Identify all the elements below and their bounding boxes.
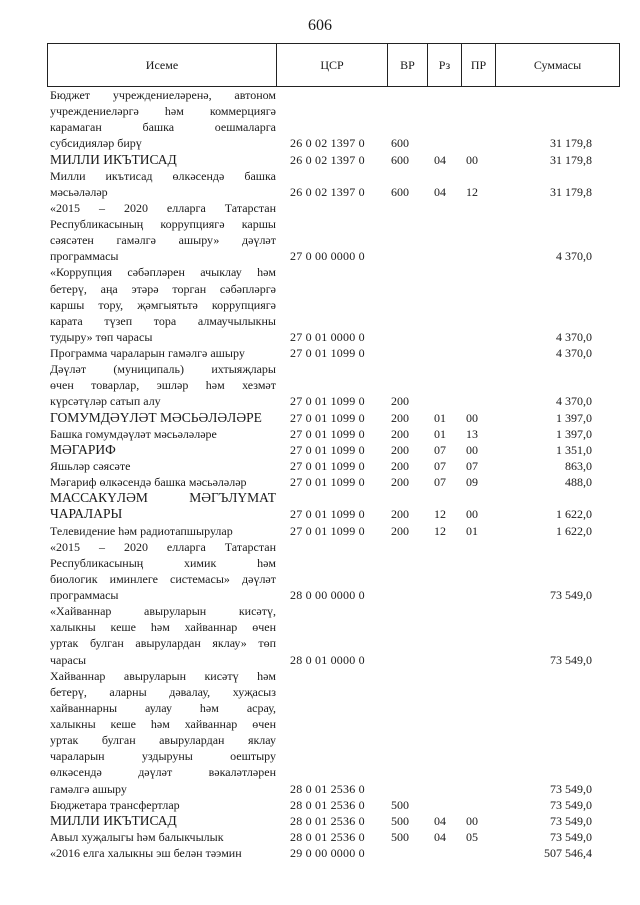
row-name: уртак булган авырулардан яклау» төп — [50, 636, 276, 651]
table-row — [0, 571, 640, 587]
row-csr: 27 0 01 1099 0 — [290, 475, 365, 490]
row-csr: 27 0 01 0000 0 — [290, 329, 365, 344]
row-name: халыкны кеше һәм хайваннар өчен — [50, 717, 276, 732]
row-vr: 200 — [391, 475, 409, 490]
table-row — [0, 619, 640, 635]
table-row — [0, 764, 640, 780]
row-sum: 4 370,0 — [556, 394, 592, 409]
row-csr: 26 0 02 1397 0 — [290, 152, 365, 167]
table-row — [0, 410, 640, 426]
row-pr: 07 — [466, 458, 478, 473]
table-row — [0, 458, 640, 474]
table-row — [0, 781, 640, 797]
table-row — [0, 603, 640, 619]
row-csr: 28 0 01 2536 0 — [290, 781, 365, 796]
row-sum: 73 549,0 — [550, 588, 592, 603]
table-row — [0, 539, 640, 555]
row-csr: 26 0 02 1397 0 — [290, 184, 365, 199]
row-sum: 863,0 — [565, 458, 592, 473]
row-name: МӘГАРИФ — [50, 441, 116, 457]
row-pr: 00 — [466, 813, 478, 828]
row-name: биологик иминлеге системасы» дәүләт — [50, 571, 276, 586]
table-row — [0, 474, 640, 490]
table-row — [0, 555, 640, 571]
table-row — [0, 216, 640, 232]
table-row — [0, 442, 640, 458]
table-row — [0, 490, 640, 506]
row-sum: 1 397,0 — [556, 426, 592, 441]
row-name: бетерү, аларны дәвалау, хуҗасыз — [50, 684, 276, 699]
row-vr: 600 — [391, 184, 409, 199]
row-name: Яшьләр сәясәте — [50, 458, 131, 473]
table-row — [0, 377, 640, 393]
row-rz: 12 — [434, 507, 446, 522]
row-rz: 04 — [434, 184, 446, 199]
row-name: субсидияләр бирү — [50, 136, 142, 151]
row-name: ЧАРАЛАРЫ — [50, 506, 123, 522]
row-csr: 26 0 02 1397 0 — [290, 136, 365, 151]
row-name: Бюджет учреждениеләренә, автоном — [50, 88, 276, 102]
row-rz: 04 — [434, 813, 446, 828]
row-name: «2015 – 2020 елларга Татарстан — [50, 200, 276, 215]
row-sum: 4 370,0 — [556, 329, 592, 344]
row-pr: 00 — [466, 507, 478, 522]
row-vr: 200 — [391, 394, 409, 409]
row-vr: 600 — [391, 136, 409, 151]
row-sum: 31 179,8 — [550, 152, 592, 167]
row-sum: 507 546,4 — [544, 846, 592, 861]
row-name: гамәлгә ашыру — [50, 781, 127, 796]
table-row — [0, 506, 640, 522]
table-row — [0, 668, 640, 684]
row-sum: 4 370,0 — [556, 346, 592, 361]
table-row — [0, 635, 640, 651]
row-name: программасы — [50, 588, 119, 603]
row-vr: 500 — [391, 797, 409, 812]
row-csr: 28 0 01 2536 0 — [290, 829, 365, 844]
row-vr: 600 — [391, 152, 409, 167]
row-name: өлкәсендә дәүләт вәкаләтләрен — [50, 765, 276, 780]
row-sum: 1 351,0 — [556, 442, 592, 457]
row-pr: 00 — [466, 442, 478, 457]
row-name: каршы тору, җәмгыятьтә коррупциягә — [50, 297, 276, 312]
table-row — [0, 732, 640, 748]
row-name: Милли икътисад өлкәсендә башка — [50, 168, 276, 183]
row-vr: 200 — [391, 442, 409, 457]
row-name: Авыл хуҗалыгы һәм балыкчылык — [50, 829, 224, 844]
row-name: Дәүләт (муниципаль) ихтыяҗлары — [50, 362, 276, 377]
row-name: Республикасының химик һәм — [50, 555, 276, 570]
row-name: халыкны кеше һәм хайваннар өчен — [50, 620, 276, 635]
table-row — [0, 523, 640, 539]
row-csr: 28 0 01 2536 0 — [290, 797, 365, 812]
table-row — [0, 297, 640, 313]
row-sum: 31 179,8 — [550, 184, 592, 199]
row-name: МАССАКҮЛӘМ МӘГЪЛҮМАТ — [50, 490, 276, 506]
row-pr: 01 — [466, 523, 478, 538]
row-name: мәсьәләләр — [50, 184, 108, 199]
table-row — [0, 232, 640, 248]
header-rz: Рз — [428, 44, 462, 86]
row-csr: 28 0 01 0000 0 — [290, 652, 365, 667]
row-sum: 488,0 — [565, 475, 592, 490]
row-name: МИЛЛИ ИКЪТИСАД — [50, 812, 177, 828]
row-csr: 29 0 00 0000 0 — [290, 846, 365, 861]
row-name: хайваннарны аулау һәм асрау, — [50, 700, 276, 715]
row-name: уртак булган авырулардан яклау — [50, 733, 276, 748]
table-row — [0, 684, 640, 700]
header-pr: ПР — [462, 44, 496, 86]
row-csr: 27 0 01 1099 0 — [290, 507, 365, 522]
table-row — [0, 829, 640, 845]
row-rz: 07 — [434, 475, 446, 490]
row-name: күрсәтүләр сатып алу — [50, 394, 161, 409]
row-name: «Хайваннар авыруларын кисәтү, — [50, 604, 276, 619]
row-sum: 73 549,0 — [550, 797, 592, 812]
header-sum: Суммасы — [533, 57, 582, 72]
row-sum: 1 622,0 — [556, 507, 592, 522]
row-rz: 12 — [434, 523, 446, 538]
row-csr: 28 0 01 2536 0 — [290, 813, 365, 828]
row-sum: 73 549,0 — [550, 781, 592, 796]
table-row — [0, 813, 640, 829]
table-row — [0, 119, 640, 135]
row-csr: 27 0 01 1099 0 — [290, 394, 365, 409]
table-row — [0, 587, 640, 603]
row-name: тудыру» төп чарасы — [50, 329, 153, 344]
row-rz: 04 — [434, 829, 446, 844]
table-row — [0, 845, 640, 861]
table-row — [0, 652, 640, 668]
page-number: 606 — [308, 17, 332, 34]
row-name: «2015 – 2020 елларга Татарстан — [50, 539, 276, 554]
row-name: Башка гомумдәүләт мәсьәләләре — [50, 426, 217, 441]
table-row — [0, 87, 640, 103]
row-vr: 200 — [391, 523, 409, 538]
row-csr: 27 0 01 1099 0 — [290, 410, 365, 425]
row-name: МИЛЛИ ИКЪТИСАД — [50, 151, 177, 167]
row-name: «2016 елга халыкны эш белән тәэмин — [50, 846, 242, 861]
row-name: чарасы — [50, 652, 87, 667]
row-name: Бюджетара трансфертлар — [50, 797, 180, 812]
table-row — [0, 797, 640, 813]
row-sum: 4 370,0 — [556, 249, 592, 264]
row-pr: 12 — [466, 184, 478, 199]
table-row — [0, 103, 640, 119]
row-sum: 73 549,0 — [550, 829, 592, 844]
row-pr: 05 — [466, 829, 478, 844]
table-row — [0, 361, 640, 377]
row-rz: 01 — [434, 410, 446, 425]
table-row — [0, 329, 640, 345]
row-pr: 00 — [466, 152, 478, 167]
row-sum: 31 179,8 — [550, 136, 592, 151]
table-row — [0, 426, 640, 442]
row-name: программасы — [50, 249, 119, 264]
row-sum: 73 549,0 — [550, 652, 592, 667]
row-name: карамаган башка оешмаларга — [50, 120, 276, 135]
table-row — [0, 716, 640, 732]
row-name: Мәгариф өлкәсендә башка мәсьәләләр — [50, 475, 247, 490]
header-csr: ЦСР — [277, 44, 388, 86]
header-vr: ВР — [388, 44, 428, 86]
row-name: «Коррупция сәбәпләрен ачыклау һәм — [50, 265, 276, 280]
row-vr: 200 — [391, 426, 409, 441]
header-name: Исеме — [48, 44, 277, 86]
row-name: өчен товарлар, эшләр һәм хезмәт — [50, 378, 276, 393]
row-csr: 27 0 01 1099 0 — [290, 458, 365, 473]
row-csr: 27 0 01 1099 0 — [290, 442, 365, 457]
row-pr: 13 — [466, 426, 478, 441]
row-pr: 09 — [466, 475, 478, 490]
row-csr: 28 0 00 0000 0 — [290, 588, 365, 603]
row-name: ГОМУМДӘҮЛӘТ МӘСЬӘЛӘЛӘРЕ — [50, 409, 262, 425]
row-rz: 01 — [434, 426, 446, 441]
table-row — [0, 200, 640, 216]
row-name: Республикасының коррупциягә каршы — [50, 217, 276, 232]
row-name: карата түзеп тора алмаучылыкны — [50, 313, 276, 328]
table-row — [0, 168, 640, 184]
row-csr: 27 0 00 0000 0 — [290, 249, 365, 264]
table-row — [0, 393, 640, 409]
table-row — [0, 345, 640, 361]
row-rz: 07 — [434, 458, 446, 473]
row-name: сәясәтен гамәлгә ашыру» дәүләт — [50, 233, 276, 248]
table-row — [0, 281, 640, 297]
row-csr: 27 0 01 1099 0 — [290, 523, 365, 538]
row-csr: 27 0 01 1099 0 — [290, 426, 365, 441]
table-row — [0, 264, 640, 280]
row-vr: 200 — [391, 458, 409, 473]
row-name: Программа чараларын гамәлгә ашыру — [50, 346, 245, 361]
table-row — [0, 700, 640, 716]
row-sum: 1 397,0 — [556, 410, 592, 425]
table-row — [0, 135, 640, 151]
row-name: Телевидение һәм радиотапшырулар — [50, 523, 233, 538]
row-rz: 04 — [434, 152, 446, 167]
table-row — [0, 152, 640, 168]
row-vr: 200 — [391, 410, 409, 425]
row-vr: 500 — [391, 813, 409, 828]
row-vr: 200 — [391, 507, 409, 522]
table-row — [0, 248, 640, 264]
row-name: Хайваннар авыруларын кисәтү һәм — [50, 668, 276, 683]
row-pr: 00 — [466, 410, 478, 425]
row-name: бетерү, аңа этәрә торган сәбәпләргә — [50, 281, 276, 296]
row-name: учреждениеләргә һәм коммерциягә — [50, 104, 276, 119]
table-row — [0, 313, 640, 329]
row-csr: 27 0 01 1099 0 — [290, 346, 365, 361]
row-rz: 07 — [434, 442, 446, 457]
row-vr: 500 — [391, 829, 409, 844]
table-row — [0, 748, 640, 764]
row-sum: 73 549,0 — [550, 813, 592, 828]
table-row — [0, 184, 640, 200]
row-name: чараларын уздыруны оештыру — [50, 749, 276, 764]
row-sum: 1 622,0 — [556, 523, 592, 538]
